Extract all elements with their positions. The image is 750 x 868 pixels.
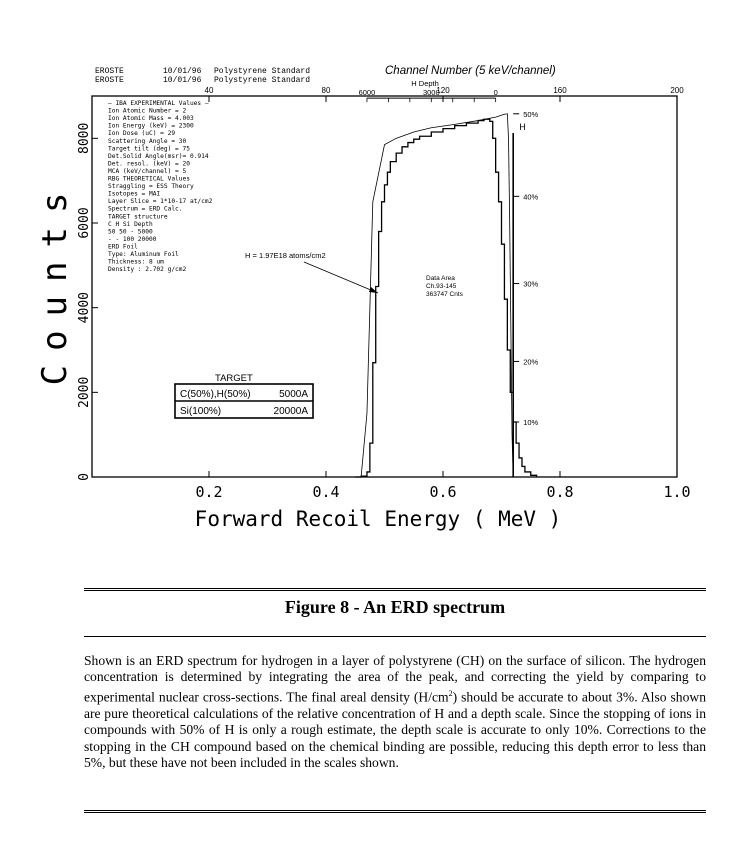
x-axis-label: Forward Recoil Energy ( MeV ) — [194, 507, 562, 531]
h-axis-tick-label: 20% — [523, 357, 539, 367]
header-desc: Polystyrene Standard — [214, 67, 311, 76]
header-date: 10/01/96 — [163, 67, 202, 76]
info-line: Density : 2.702 g/cm2 — [108, 266, 187, 274]
top-tick-label: 120 — [436, 86, 450, 95]
info-line: Layer Slice = 1*10-17 at/cm2 — [108, 198, 213, 206]
header-code: EROSTE — [95, 67, 124, 76]
h-axis-tick-label: 50% — [523, 109, 539, 119]
h-axis-tick-label: 10% — [523, 417, 539, 427]
header-desc: Polystyrene Standard — [214, 76, 311, 85]
info-line: Scattering Angle = 30 — [108, 137, 187, 145]
x-tick-label: 0.4 — [312, 483, 340, 501]
top-tick-label: 160 — [553, 86, 567, 95]
info-line: Ion Atomic Mass = 4.003 — [108, 115, 194, 123]
header-code: EROSTE — [95, 76, 124, 85]
depth-tick-label: 0 — [493, 88, 498, 98]
info-line: Isotopes = MAI — [108, 190, 161, 198]
header-date: 10/01/96 — [163, 76, 202, 85]
top-tick-label: 40 — [204, 86, 214, 95]
info-line: ERD Foil — [108, 243, 138, 251]
depth-tick-label: 6000 — [358, 88, 376, 98]
info-line: Spectrum = ERD Calc. — [108, 205, 183, 213]
bottom-divider — [84, 810, 706, 813]
top-axis — [205, 86, 685, 102]
h-axis-tick-label: 30% — [523, 279, 539, 289]
info-line: Det. resol. (keV) = 20 — [108, 160, 190, 168]
info-panel — [108, 100, 213, 273]
figure-title: Figure 8 - An ERD spectrum — [284, 597, 506, 617]
x-tick-label: 0.2 — [195, 483, 223, 501]
annotation-arrow — [304, 262, 378, 293]
info-line: TARGET structure — [108, 213, 168, 221]
caption-text: Shown is an ERD spectrum for hydrogen in a layer of polystyrene (CH) on the surface of silicon. The hydrogen concentration is determined by integrating the area of the peak, and correcting the yield by comparing to experimental nuclear cross-sections. The final areal density (H/cm — [84, 653, 706, 705]
y-tick-label: 0 — [77, 473, 92, 481]
top-axis-label: Channel Number (5 keV/channel) — [385, 65, 556, 77]
x-axis — [195, 471, 690, 501]
svg-text:363747 Cnts: 363747 Cnts — [426, 291, 463, 298]
svg-text:Data Area: Data Area — [426, 275, 455, 282]
info-line: Straggling = ESS Theory — [108, 183, 194, 191]
x-tick-label: 0.6 — [429, 483, 457, 501]
info-line: Ion Dose (uC) = 29 — [108, 130, 176, 138]
info-line: C H Si Depth — [108, 220, 153, 228]
data-area-label — [426, 275, 464, 298]
target-layer-1: C(50%),H(50%) — [180, 389, 251, 400]
y-axis — [77, 123, 98, 481]
h-areal-density-annotation: H = 1.97E18 atoms/cm2 — [245, 251, 326, 260]
header-line-1 — [95, 67, 310, 76]
target-title: TARGET — [215, 373, 253, 384]
info-line: Type: Aluminum Foil — [108, 251, 179, 258]
svg-text:Ch.93-145: Ch.93-145 — [426, 283, 457, 290]
caption-superscript: 2 — [448, 688, 453, 698]
info-line: Target tilt (deg) = 75 — [108, 145, 190, 153]
divider — [84, 636, 706, 637]
top-tick-label: 200 — [670, 86, 684, 95]
depth-tick-label: 3000 — [422, 88, 440, 98]
info-line: Thickness: 8 um — [108, 258, 164, 266]
x-tick-label: 0.8 — [546, 483, 574, 501]
y-axis-label: Counts — [35, 178, 75, 386]
top-tick-label: 80 — [321, 86, 331, 95]
x-tick-label: 1.0 — [663, 483, 691, 501]
y-tick-label: 8000 — [77, 122, 92, 154]
info-line: Ion Atomic Number = 2 — [108, 107, 187, 115]
depth-scale-title: H Depth — [411, 79, 439, 89]
h-axis-title: H — [519, 122, 526, 132]
info-line: 50 50 - 5000 — [108, 228, 153, 236]
info-line: Det.Solid Angle(msr)= 0.914 — [108, 152, 209, 160]
h-axis-tick-label: 40% — [523, 192, 539, 202]
info-line: — IBA EXPERIMENTAL Values — — [108, 100, 209, 107]
figure-caption — [84, 653, 706, 771]
target-thickness-2: 20000A — [273, 406, 308, 417]
y-tick-label: 6000 — [77, 207, 92, 239]
target-box — [175, 373, 313, 418]
target-layer-2: Si(100%) — [180, 406, 222, 417]
info-line: Ion Energy (keV) = 2300 — [108, 122, 194, 130]
info-line: MCA (keV/channel) = 5 — [108, 167, 187, 175]
caption-text: ) should be accurate to about 3%. Also shown are pure theoretical calculations of the relative concentration of H and a depth scale. Since the stopping of ions in compounds with 50% of H is only a rough estimate, the depth scale is accurate to only 10%. Corrections to the stopping in the CH compound based on the chemical binding are possible, reducing this depth error to less than 5%, but these have not been included in the scales shown. — [84, 689, 706, 770]
figure-caption-block — [84, 588, 706, 771]
target-thickness-1: 5000A — [279, 389, 308, 400]
info-line: - - 100 20000 — [108, 235, 157, 243]
y-tick-label: 2000 — [77, 376, 92, 408]
info-line: RBG THEORETICAL Values — [108, 175, 190, 183]
divider — [84, 588, 706, 591]
depth-scale — [359, 79, 498, 102]
y-tick-label: 4000 — [77, 292, 92, 324]
h-concentration-axis — [513, 110, 538, 477]
header-line-2 — [95, 76, 310, 85]
